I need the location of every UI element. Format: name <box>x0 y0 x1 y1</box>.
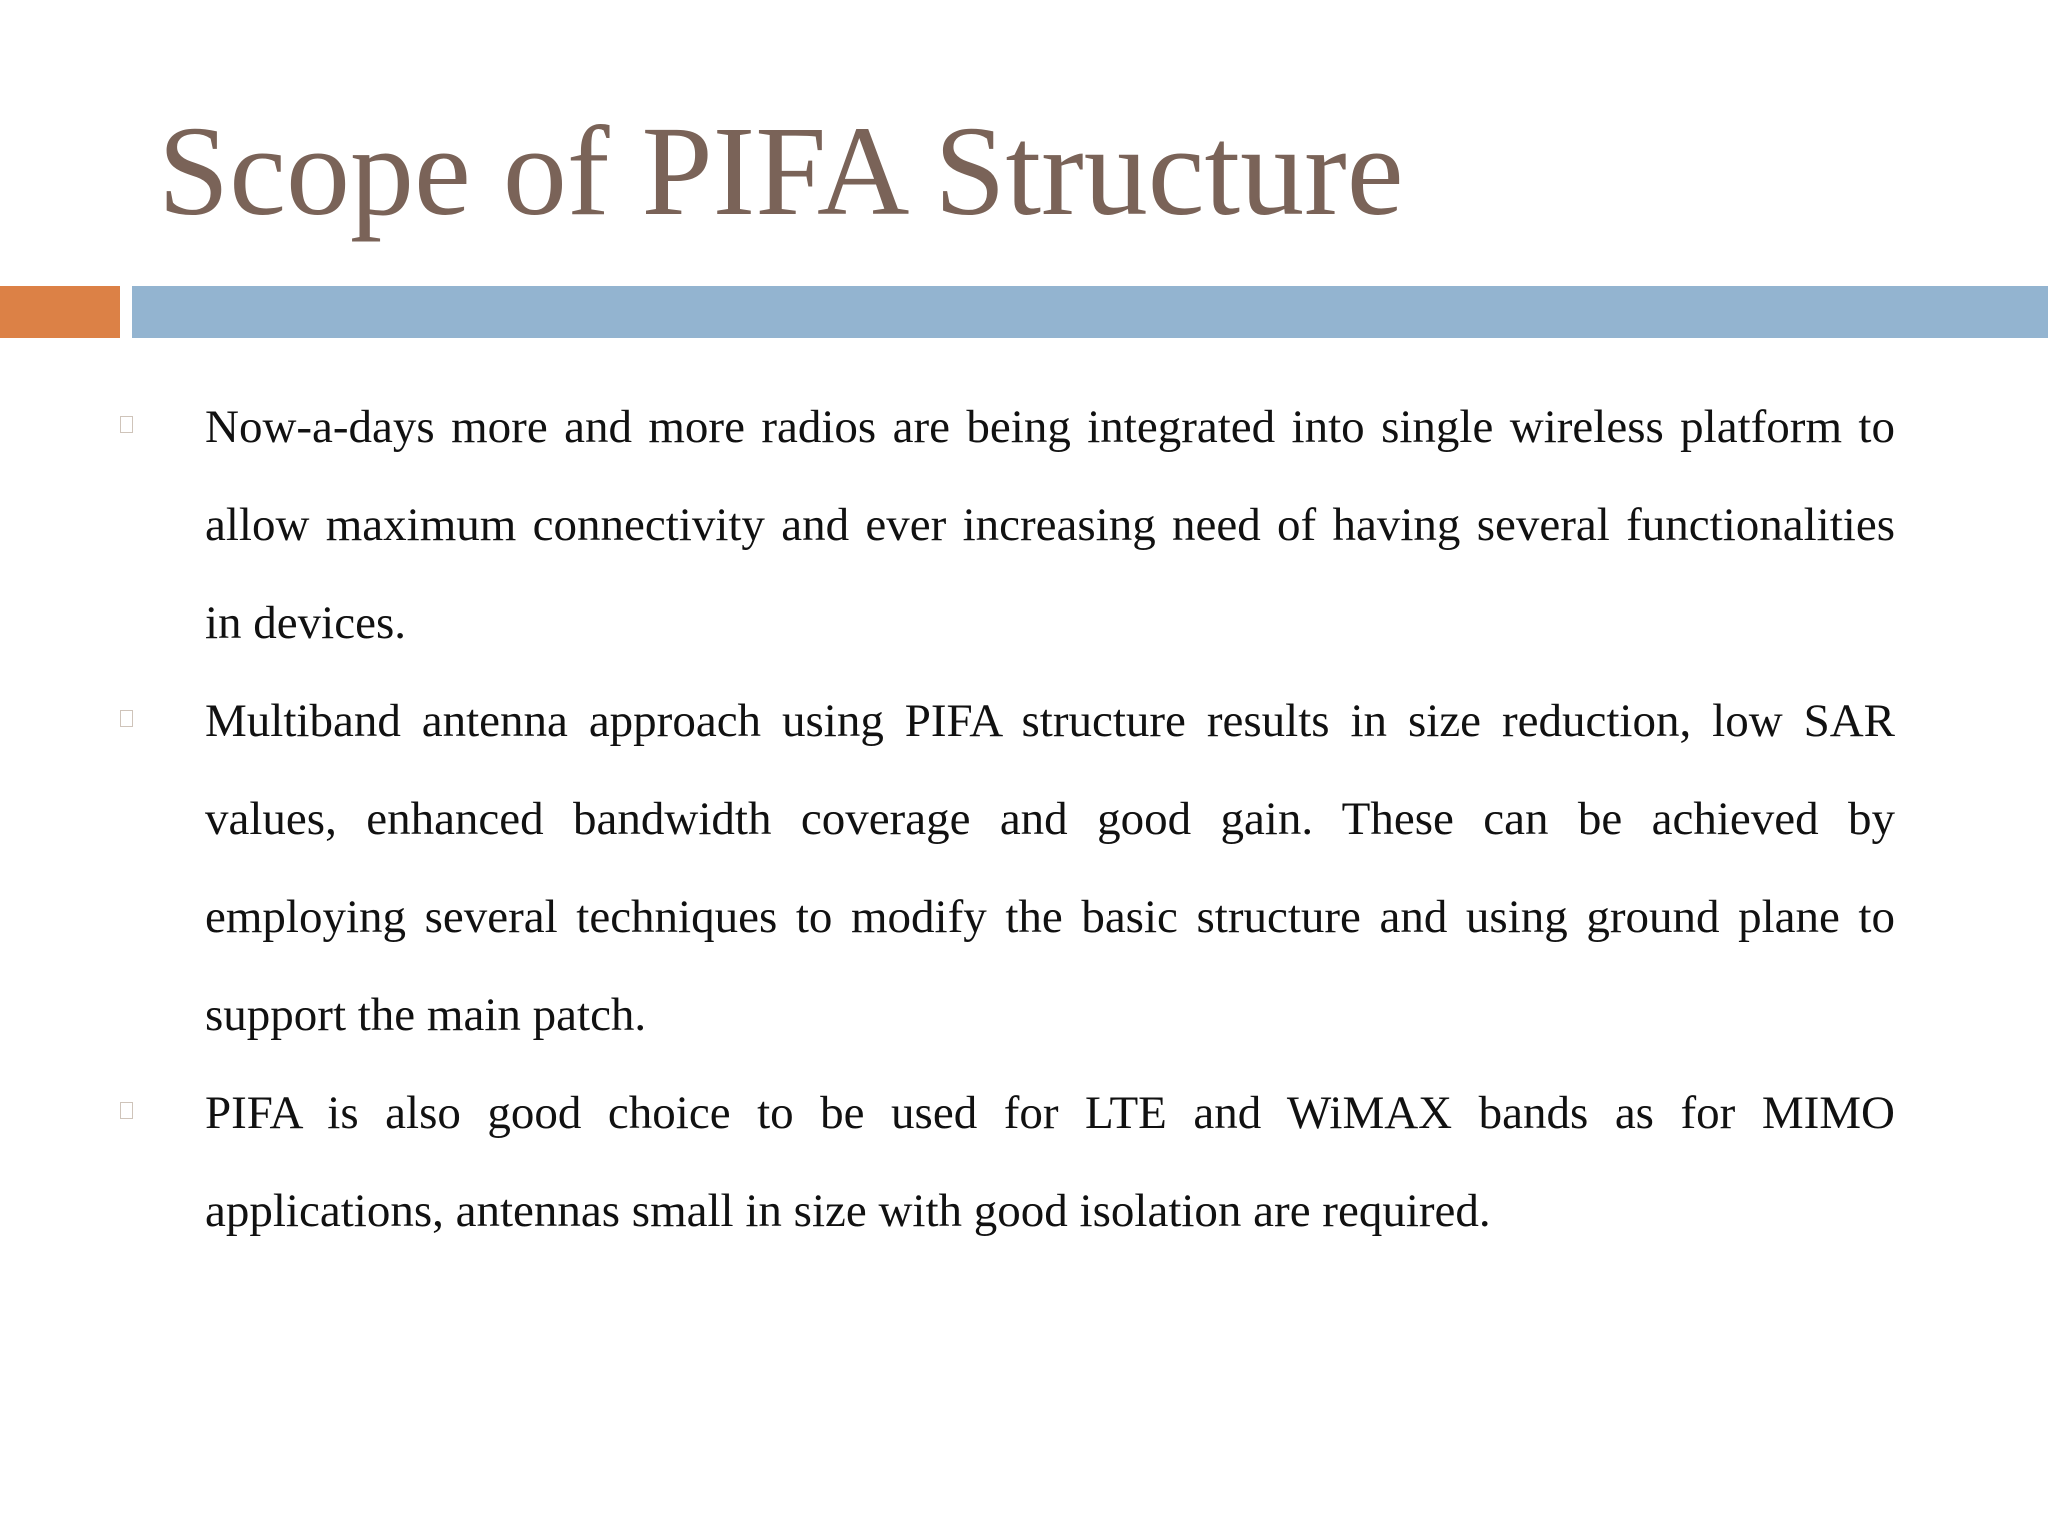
title-accent-bar-blue <box>132 286 2048 338</box>
bullet-text: PIFA is also good choice to be used for LTE and WiMAX bands as for MIMO applications, antennas small in size with good isolation are required. <box>205 1087 1895 1237</box>
bullet-item <box>0 378 2048 672</box>
slide-title: Scope of PIFA Structure <box>158 100 1404 242</box>
bullet-list <box>0 378 2048 1260</box>
title-accent-bar-orange <box>0 286 120 338</box>
square-bullet-icon <box>120 1102 133 1119</box>
square-bullet-icon <box>120 710 133 727</box>
bullet-item <box>0 1064 2048 1260</box>
bullet-text: Multiband antenna approach using PIFA structure results in size reduction, low SAR values, enhanced bandwidth coverage and good gain. These can be achieved by employing several techniques to modify the basic structure and using ground plane to support the main patch. <box>205 695 1895 1041</box>
square-bullet-icon <box>120 416 133 433</box>
bullet-item <box>0 672 2048 1064</box>
bullet-text: Now-a-days more and more radios are being integrated into single wireless platform to allow maximum connectivity and ever increasing need of having several functionalities in devices. <box>205 401 1895 649</box>
